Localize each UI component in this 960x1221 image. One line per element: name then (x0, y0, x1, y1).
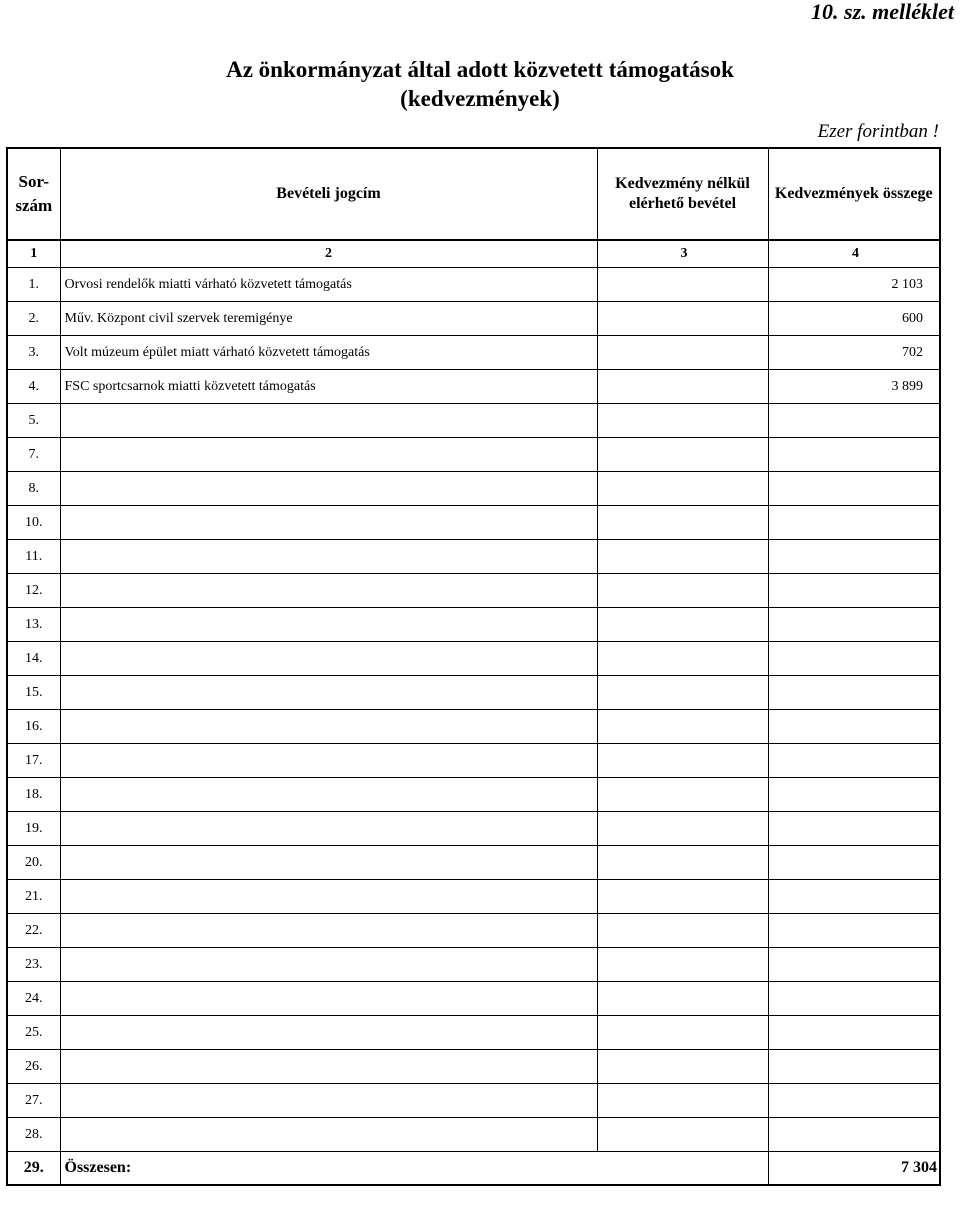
row-discount-amount (768, 1084, 940, 1118)
row-discount-amount (768, 642, 940, 676)
table-row (7, 812, 940, 846)
row-discount-amount: 2 103 (768, 268, 940, 302)
document-subtitle: (kedvezmények) (400, 86, 560, 111)
row-discount-amount (768, 574, 940, 608)
row-discount-amount (768, 404, 940, 438)
row-base-revenue (597, 506, 768, 540)
table-row (7, 506, 940, 540)
row-title (60, 1050, 597, 1084)
row-discount-amount (768, 846, 940, 880)
table-row (7, 846, 940, 880)
row-title (60, 404, 597, 438)
row-title (60, 880, 597, 914)
row-base-revenue (597, 302, 768, 336)
row-number: 27. (7, 1084, 60, 1118)
row-number: 22. (7, 914, 60, 948)
table-row (7, 370, 940, 404)
table-row (7, 710, 940, 744)
row-title (60, 948, 597, 982)
column-number: 1 (7, 240, 60, 268)
row-number: 3. (7, 336, 60, 370)
row-number: 24. (7, 982, 60, 1016)
table-row (7, 642, 940, 676)
row-title (60, 710, 597, 744)
table-row (7, 336, 940, 370)
row-title (60, 914, 597, 948)
table-row (7, 1084, 940, 1118)
row-discount-amount: 600 (768, 302, 940, 336)
row-base-revenue (597, 710, 768, 744)
table-row (7, 982, 940, 1016)
total-row-number: 29. (7, 1152, 60, 1186)
row-discount-amount (768, 676, 940, 710)
table-row (7, 404, 940, 438)
row-number: 28. (7, 1118, 60, 1152)
table-row (7, 574, 940, 608)
row-title (60, 676, 597, 710)
row-discount-amount (768, 540, 940, 574)
row-base-revenue (597, 268, 768, 302)
table-row (7, 608, 940, 642)
column-number: 4 (768, 240, 940, 268)
row-number: 12. (7, 574, 60, 608)
table-row (7, 1050, 940, 1084)
row-number: 20. (7, 846, 60, 880)
row-title (60, 744, 597, 778)
row-title (60, 438, 597, 472)
row-number: 4. (7, 370, 60, 404)
row-base-revenue (597, 574, 768, 608)
row-title (60, 982, 597, 1016)
row-number: 2. (7, 302, 60, 336)
row-base-revenue (597, 608, 768, 642)
header-row (7, 148, 940, 240)
row-discount-amount (768, 608, 940, 642)
row-base-revenue (597, 438, 768, 472)
row-title (60, 846, 597, 880)
row-title (60, 506, 597, 540)
column-number-row (7, 240, 940, 268)
row-number: 10. (7, 506, 60, 540)
row-discount-amount (768, 710, 940, 744)
support-table (6, 147, 941, 1186)
row-number: 5. (7, 404, 60, 438)
header-row-number: Sor- szám (7, 148, 60, 240)
row-number: 18. (7, 778, 60, 812)
row-title (60, 642, 597, 676)
row-base-revenue (597, 914, 768, 948)
row-title (60, 1118, 597, 1152)
total-label: Összesen: (60, 1152, 768, 1186)
row-base-revenue (597, 880, 768, 914)
table-row (7, 472, 940, 506)
row-discount-amount (768, 948, 940, 982)
row-number: 8. (7, 472, 60, 506)
row-base-revenue (597, 642, 768, 676)
row-number: 15. (7, 676, 60, 710)
row-discount-amount (768, 438, 940, 472)
row-title (60, 1016, 597, 1050)
total-amount: 7 304 (768, 1152, 940, 1186)
row-base-revenue (597, 676, 768, 710)
row-title (60, 472, 597, 506)
row-discount-amount (768, 1118, 940, 1152)
row-base-revenue (597, 1084, 768, 1118)
row-discount-amount: 702 (768, 336, 940, 370)
row-discount-amount: 3 899 (768, 370, 940, 404)
column-number: 2 (60, 240, 597, 268)
table-row (7, 744, 940, 778)
annex-label: 10. sz. melléklet (811, 0, 954, 24)
row-number: 25. (7, 1016, 60, 1050)
row-base-revenue (597, 370, 768, 404)
row-base-revenue (597, 778, 768, 812)
row-number: 17. (7, 744, 60, 778)
row-base-revenue (597, 1016, 768, 1050)
table-row (7, 778, 940, 812)
row-title (60, 812, 597, 846)
row-number: 23. (7, 948, 60, 982)
row-discount-amount (768, 982, 940, 1016)
table-row (7, 914, 940, 948)
row-number: 1. (7, 268, 60, 302)
row-discount-amount (768, 1016, 940, 1050)
table-row (7, 302, 940, 336)
row-number: 14. (7, 642, 60, 676)
row-base-revenue (597, 744, 768, 778)
row-base-revenue (597, 1118, 768, 1152)
row-base-revenue (597, 982, 768, 1016)
row-base-revenue (597, 846, 768, 880)
table-row (7, 676, 940, 710)
row-discount-amount (768, 744, 940, 778)
row-title: FSC sportcsarnok miatti közvetett támogatás (60, 370, 597, 404)
table-row (7, 1016, 940, 1050)
column-number: 3 (597, 240, 768, 268)
row-title: Műv. Központ civil szervek teremigénye (60, 302, 597, 336)
row-title: Orvosi rendelők miatti várható közvetett támogatás (60, 268, 597, 302)
row-number: 21. (7, 880, 60, 914)
row-base-revenue (597, 1050, 768, 1084)
row-discount-amount (768, 506, 940, 540)
row-number: 26. (7, 1050, 60, 1084)
row-base-revenue (597, 540, 768, 574)
table-row (7, 880, 940, 914)
row-title (60, 540, 597, 574)
document-title: Az önkormányzat által adott közvetett támogatások (226, 57, 734, 82)
row-discount-amount (768, 1050, 940, 1084)
total-row (7, 1152, 940, 1186)
row-base-revenue (597, 336, 768, 370)
header-base-revenue: Kedvezmény nélkül elérhető bevétel (597, 148, 768, 240)
row-discount-amount (768, 914, 940, 948)
row-base-revenue (597, 812, 768, 846)
row-base-revenue (597, 948, 768, 982)
unit-note: Ezer forintban ! (817, 121, 939, 142)
row-title: Volt múzeum épület miatt várható közvetett támogatás (60, 336, 597, 370)
row-number: 13. (7, 608, 60, 642)
row-title (60, 608, 597, 642)
table-row (7, 1118, 940, 1152)
row-number: 11. (7, 540, 60, 574)
header-title: Bevételi jogcím (60, 148, 597, 240)
row-discount-amount (768, 880, 940, 914)
row-title (60, 1084, 597, 1118)
row-discount-amount (768, 778, 940, 812)
header-discount-amount: Kedvezmények összege (768, 148, 940, 240)
row-number: 7. (7, 438, 60, 472)
row-discount-amount (768, 472, 940, 506)
table-row (7, 268, 940, 302)
row-number: 19. (7, 812, 60, 846)
row-discount-amount (768, 812, 940, 846)
row-number: 16. (7, 710, 60, 744)
table-row (7, 948, 940, 982)
table-row (7, 540, 940, 574)
row-title (60, 778, 597, 812)
row-title (60, 574, 597, 608)
row-base-revenue (597, 472, 768, 506)
row-base-revenue (597, 404, 768, 438)
table-row (7, 438, 940, 472)
